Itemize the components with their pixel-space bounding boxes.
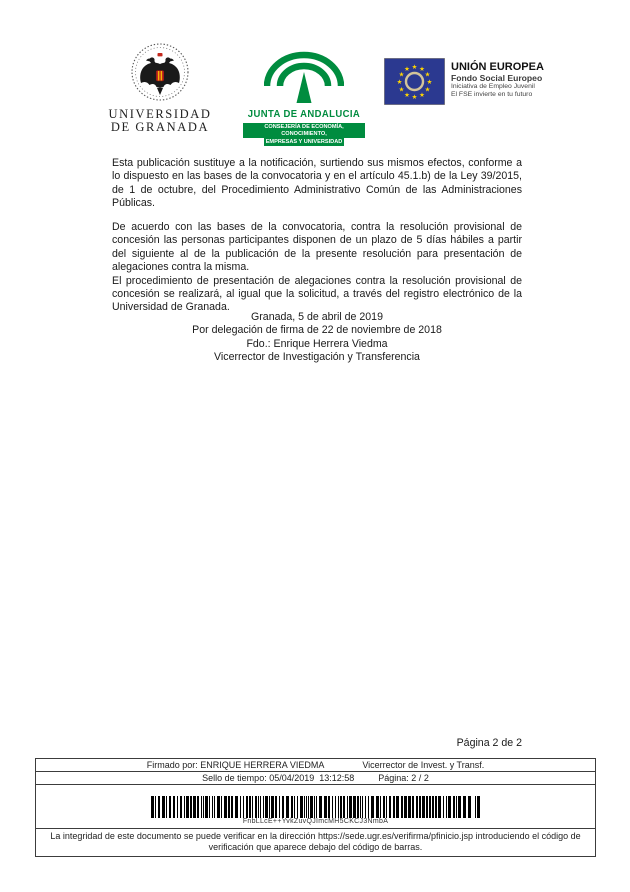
verification-table bbox=[35, 758, 596, 857]
ugr-crest-icon bbox=[128, 42, 192, 106]
junta-logo bbox=[243, 50, 365, 146]
svg-text:★: ★ bbox=[411, 63, 418, 71]
svg-text:★: ★ bbox=[426, 78, 433, 86]
svg-text:★: ★ bbox=[424, 70, 431, 79]
barcode-icon bbox=[146, 796, 486, 818]
eu-logo bbox=[384, 58, 544, 105]
junta-name: JUNTA DE ANDALUCIA bbox=[247, 108, 361, 121]
timestamp-text: Sello de tiempo: 05/04/2019 13:12:58 bbox=[202, 773, 355, 783]
eu-subtitle-1: Fondo Social Europeo bbox=[451, 73, 543, 83]
svg-text:★: ★ bbox=[419, 65, 425, 73]
signature-role: Vicerrector de Investigación y Transferencia bbox=[214, 351, 420, 364]
signed-by-text: Firmado por: ENRIQUE HERRERA VIEDMA bbox=[146, 760, 325, 770]
svg-text:★: ★ bbox=[398, 70, 405, 79]
timestamp-row bbox=[36, 772, 595, 785]
paragraphs-allegations bbox=[112, 221, 522, 315]
ugr-logo bbox=[108, 42, 212, 134]
eu-title: UNIÓN EUROPEA bbox=[451, 61, 544, 73]
junta-arches-icon bbox=[264, 50, 344, 104]
ugr-name-line1: UNIVERSIDAD bbox=[108, 107, 212, 121]
svg-text:★: ★ bbox=[419, 91, 425, 99]
paragraph-deadline: De acuerdo con las bases de la convocatoria, contra la resolución provisional de concesión las personas participantes disponen de un plazo de 5 días hábiles a partir del siguiente al de la publicación de la presente resolución para presentación de alegaciones contra la misma. bbox=[112, 221, 522, 274]
svg-text:★: ★ bbox=[411, 93, 418, 101]
junta-dept-line1: CONSEJERÍA DE ECONOMÍA, CONOCIMIENTO, bbox=[243, 123, 365, 138]
barcode-code: FnbLLcE++YvkZuvQJImcMH5CKCJ3NmbA bbox=[242, 818, 389, 825]
paragraph-notification: Esta publicación sustituye a la notificación, surtiendo sus mismos efectos, conforme a lo dispuesto en las bases de la convocatoria y en el artículo 45.1.b) de la Ley 39/2015, de 1 de octubre, del Procedimiento Administrativo Común de las Administraciones Públicas. bbox=[112, 157, 522, 210]
svg-text:★: ★ bbox=[424, 85, 431, 94]
footer-page-label: Página: 2 / 2 bbox=[378, 773, 429, 783]
signature-signer: Fdo.: Enrique Herrera Viedma bbox=[246, 337, 388, 350]
svg-text:★: ★ bbox=[396, 78, 403, 86]
svg-text:★: ★ bbox=[404, 65, 410, 73]
signature-place-date: Granada, 5 de abril de 2019 bbox=[251, 311, 383, 323]
eu-flag-icon bbox=[384, 58, 445, 105]
verification-text-row: La integridad de este documento se puede verificar en la dirección https://sede.ugr.es/verifirma/pfinicio.jsp introduciendo el código de verificación que aparece debajo del código de barras. bbox=[50, 831, 581, 852]
signature-delegation: Por delegación de firma de 22 de noviembre de 2018 bbox=[192, 324, 442, 337]
page-number: Página 2 de 2 bbox=[456, 737, 522, 749]
signature-block bbox=[112, 311, 522, 365]
signed-by-role: Vicerrector de Invest. y Transf. bbox=[362, 760, 485, 770]
svg-text:★: ★ bbox=[398, 85, 405, 94]
paragraph-procedure: El procedimiento de presentación de alegaciones contra la resolución provisional de concesión se realizará, al igual que la solicitud, a través del registro electrónico de la Universidad de Granada. bbox=[112, 274, 522, 314]
barcode-row bbox=[36, 785, 595, 829]
eu-subtitle-2: Iniciativa de Empleo Juvenil bbox=[451, 83, 535, 90]
signed-by-row bbox=[36, 759, 595, 772]
junta-dept-line2: EMPRESAS Y UNIVERSIDAD bbox=[265, 138, 343, 145]
eu-subtitle-3: El FSE invierte en tu futuro bbox=[451, 91, 533, 98]
ugr-name-line2: DE GRANADA bbox=[110, 120, 210, 134]
svg-text:★: ★ bbox=[404, 91, 410, 99]
